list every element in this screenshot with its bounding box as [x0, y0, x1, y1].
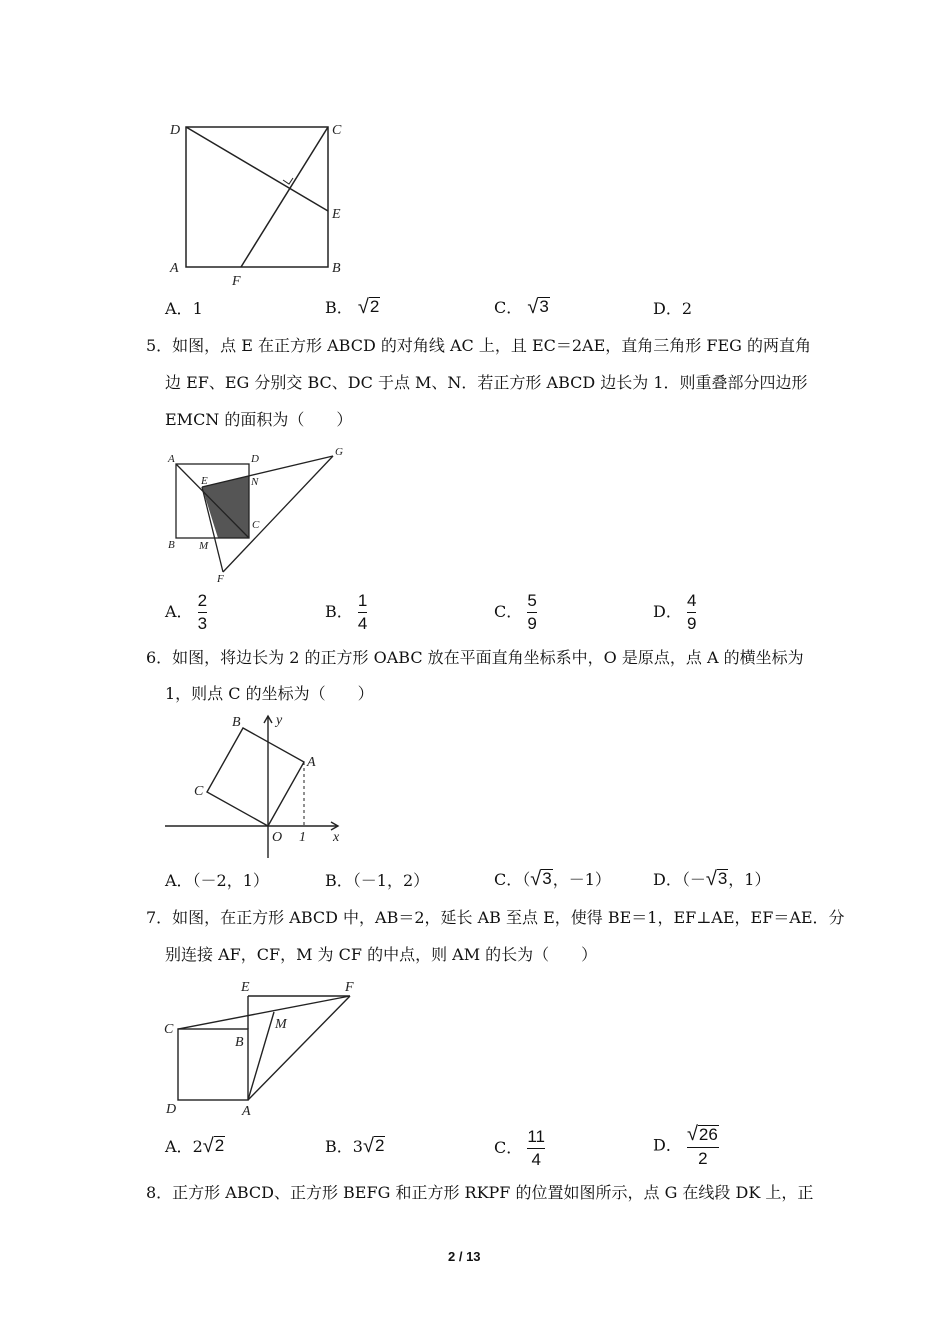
q7-option-a-key: A．: [165, 1137, 193, 1156]
q5-option-d-key: D．: [653, 601, 682, 621]
q4-figure: [160, 112, 360, 292]
q4-label-c: C: [332, 123, 342, 138]
q7-option-a-radical: √ 2: [202, 1135, 225, 1157]
q7-option-c-fraction: $\frac{11}{4}$: [527, 1127, 545, 1169]
q6-option-c[interactable]: [494, 869, 611, 889]
q5-label-m: M: [199, 540, 209, 552]
q5-option-b-fraction: $\frac{1}{4}$: [357, 591, 368, 633]
q6-option-c-radical: √ 3: [530, 868, 552, 890]
q5-option-d[interactable]: [653, 592, 696, 633]
q4-option-a-value: 1: [192, 299, 203, 318]
q6-question-line-2: 1，则点 C 的坐标为（ ）: [165, 684, 374, 703]
q5-option-d-fraction: $\frac{4}{9}$: [686, 591, 697, 633]
q6-option-d-radical: √ 3: [705, 868, 728, 890]
q7-option-d-fraction: √ 26 2: [686, 1123, 718, 1168]
q4-option-d[interactable]: [653, 301, 692, 317]
q7-label-b: B: [235, 1035, 244, 1050]
q6-option-c-suffix: ，－1）: [552, 870, 611, 889]
q5-question-line-1: 5．如图，点 E 在正方形 ABCD 的对角线 AC 上，且 EC＝2AE，直角三角形 FEG 的两直角: [146, 336, 812, 355]
q5-label-n: N: [251, 476, 259, 488]
q5-question-line-3: EMCN 的面积为（ ）: [165, 410, 353, 429]
q5-label-a: A: [168, 453, 175, 465]
q4-option-b-radical: √ 2: [357, 296, 380, 318]
q8-question-line-1: 8．正方形 ABCD、正方形 BEFG 和正方形 RKPF 的位置如图所示，点 G 在线段 DK 上，正: [146, 1183, 814, 1202]
q4-option-d-value: 2: [681, 299, 693, 318]
q7-question-line-1: 7．如图，在正方形 ABCD 中，AB＝2，延长 AB 至点 E，使得 BE＝1，EF⊥AE，EF＝AE．分: [146, 908, 845, 927]
q4-option-c[interactable]: [494, 297, 550, 317]
q7-option-d-key: D．: [653, 1135, 682, 1155]
q7-option-d[interactable]: [653, 1124, 719, 1168]
q7-option-c-key: C．: [494, 1137, 523, 1157]
page-number: 2 / 13: [448, 1249, 481, 1264]
q6-label-o: O: [272, 830, 283, 845]
q5-label-e: E: [201, 475, 208, 487]
q5-option-a-fraction: $\frac{2}{3}$: [197, 591, 208, 633]
q4-option-c-key: C．: [494, 298, 523, 317]
q7-option-b[interactable]: [325, 1136, 385, 1156]
q5-label-b: B: [168, 539, 175, 551]
q6-label-one: 1: [299, 830, 306, 845]
q4-option-c-radical: √ 3: [527, 296, 549, 318]
q7-label-a: A: [242, 1104, 251, 1119]
q5-option-b[interactable]: [325, 592, 367, 633]
q5-option-a[interactable]: [165, 592, 207, 633]
q4-line-de: [186, 127, 328, 211]
q7-label-d: D: [166, 1102, 177, 1117]
q6-square-oabc: [207, 728, 304, 826]
q7-label-m: M: [275, 1017, 287, 1032]
q5-question-line-2: 边 EF、EG 分别交 BC、DC 于点 M、N．若正方形 ABCD 边长为 1．则重叠部分四边形: [165, 373, 808, 392]
q5-option-c-fraction: $\frac{5}{9}$: [527, 591, 537, 633]
q4-label-e: E: [332, 207, 341, 222]
q7-option-a[interactable]: [165, 1136, 225, 1156]
q6-option-d-prefix: D．（－: [653, 870, 706, 889]
q6-option-c-prefix: C．（: [494, 870, 531, 889]
q7-line-cf: [178, 996, 350, 1029]
q5-option-c[interactable]: [494, 592, 537, 633]
q4-label-a: A: [170, 261, 179, 276]
q6-label-a: A: [307, 755, 316, 770]
q5-option-c-key: C．: [494, 601, 523, 621]
q4-option-d-key: D．: [653, 299, 682, 318]
q6-label-c: C: [194, 784, 204, 799]
q4-right-angle-mark: [283, 178, 293, 184]
q6-label-x: x: [333, 830, 340, 845]
q6-label-b: B: [232, 715, 241, 730]
q7-option-b-coefficient: 3: [352, 1137, 363, 1156]
q5-label-d: D: [251, 453, 259, 465]
q5-option-b-key: B．: [325, 601, 353, 621]
q4-option-b-key: B．: [325, 298, 353, 317]
q5-line-eg: [202, 456, 333, 487]
q7-figure: [160, 972, 370, 1122]
q4-option-a-key: A．: [165, 299, 193, 318]
q7-question-line-2: 别连接 AF，CF，M 为 CF 的中点，则 AM 的长为（ ）: [165, 945, 598, 964]
q6-option-b[interactable]: B．（－1，2）: [325, 871, 430, 890]
q7-label-c: C: [164, 1022, 174, 1037]
q6-option-d[interactable]: [653, 869, 770, 889]
q4-option-a[interactable]: [165, 301, 203, 317]
q4-option-b[interactable]: [325, 297, 380, 317]
q7-option-b-radical: √ 2: [362, 1135, 385, 1157]
q7-option-a-coefficient: 2: [192, 1137, 203, 1156]
q4-label-f: F: [232, 274, 241, 289]
q4-label-d: D: [170, 123, 181, 138]
q6-option-d-suffix: ，1）: [728, 870, 771, 889]
q6-figure: [160, 708, 360, 863]
q6-question-line-1: 6．如图，将边长为 2 的正方形 OABC 放在平面直角坐标系中，O 是原点，点 A 的横坐标为: [146, 648, 804, 667]
q7-option-c[interactable]: [494, 1128, 545, 1169]
q5-label-c: C: [252, 519, 260, 531]
q5-figure: [160, 440, 360, 590]
q7-label-f: F: [345, 980, 354, 995]
q4-label-b: B: [332, 261, 341, 276]
q6-label-y: y: [276, 713, 283, 728]
q4-square: [186, 127, 328, 267]
q5-label-g: G: [335, 446, 343, 458]
q7-label-e: E: [241, 980, 250, 995]
q7-option-b-key: B．: [325, 1137, 353, 1156]
q6-option-a[interactable]: A．（－2，1）: [165, 871, 269, 890]
q5-option-a-key: A．: [165, 601, 193, 621]
q4-line-cf: [241, 127, 328, 267]
q5-label-f: F: [217, 573, 224, 585]
